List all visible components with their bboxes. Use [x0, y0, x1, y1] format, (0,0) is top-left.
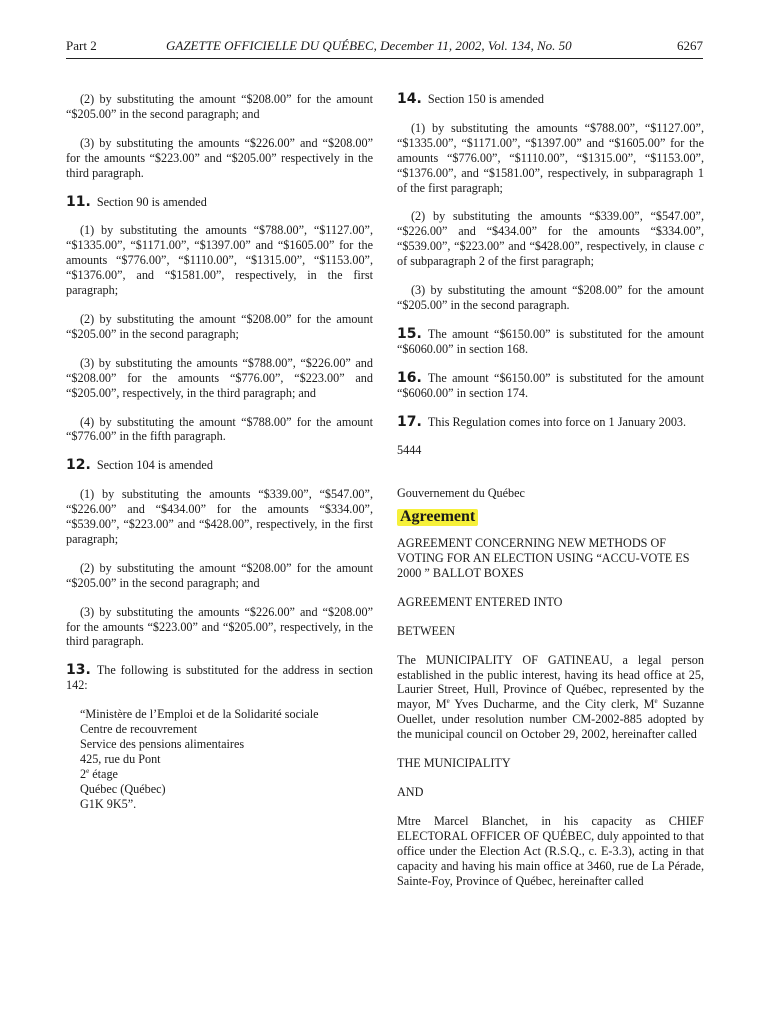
address-line: Service des pensions alimentaires [80, 737, 245, 751]
section-12-heading [66, 458, 373, 473]
address-block [80, 707, 373, 811]
section-number: 15. [397, 325, 422, 342]
paragraph: (3) by substituting the amounts “$226.00” and “$208.00” for the amounts “$223.00” and “$205.00”, respectively, in the third paragraph. [66, 604, 373, 649]
address-line: Centre de recouvrement [80, 722, 198, 737]
and-label: AND [397, 785, 424, 799]
government-line: Gouvernement du Québec [397, 486, 525, 501]
section-text: The amount “$6150.00” is substituted for the amount “$6060.00” in section 168. [397, 326, 704, 356]
agreement-heading [397, 507, 704, 536]
paragraph: (2) by substituting the amount “$208.00” for the amount “$205.00” in the second paragraph; [66, 311, 373, 341]
address-line: 425, rue du Pont [80, 751, 161, 766]
paragraph: (2) by substituting the amount “$208.00” for the amount “$205.00” in the second paragraph; and [66, 92, 373, 121]
between-label: BETWEEN [397, 623, 456, 638]
agreement-highlight: Agreement [397, 509, 478, 526]
reference-number: 5444 [397, 443, 422, 458]
section-16 [397, 371, 704, 401]
section-14-heading [397, 92, 704, 107]
blanchet-paragraph: Mtre Marcel Blanchet, in his capacity as CHIEF ELECTORAL OFFICER OF QUÉBEC, duly appointed to that office under the Election Act (R.S.Q., c. E-3.3), acting in that capacity and having his main office at 3460, rue de La Pérade, Sainte-Foy, Province of Québec, hereinafter called [397, 813, 704, 888]
left-column [66, 92, 373, 812]
gazette-title: GAZETTE OFFICIELLE DU QUÉBEC, December 11, 2002, Vol. 134, No. 50 [166, 38, 572, 53]
paragraph: (1) by substituting the amounts “$339.00”, “$547.00”, “$226.00” and “$434.00” for the amounts “$334.00”, “$539.00”, “$223.00” and “$428.00”, respectively, in the first paragraph; [66, 487, 373, 546]
paragraph: (2) by substituting the amount “$208.00” for the amount “$205.00” in the second paragraph; and [66, 560, 373, 590]
section-13-heading [66, 663, 373, 693]
paragraph: (4) by substituting the amount “$788.00” for the amount “$776.00” in the fifth paragraph. [66, 414, 373, 444]
section-text: This Regulation comes into force on 1 January 2003. [427, 414, 687, 429]
address-line: 2e étage [80, 766, 118, 781]
page-number: 6267 [677, 38, 703, 53]
right-column [397, 92, 704, 902]
section-text: The following is substituted for the address in section 142: [66, 663, 373, 693]
the-municipality: THE MUNICIPALITY [397, 756, 511, 771]
address-line: G1K 9K5”. [80, 796, 137, 811]
paragraph: (1) by substituting the amounts “$788.00”, “$1127.00”, “$1335.00”, “$1171.00”, “$1397.00” and “$1605.00” for the amounts “$776.00”, “$1110.00”, “$1315.00”, “$1153.00”, “$1376.00”, and “$1581.00”, respectively, in the first paragraph; [66, 223, 373, 298]
paragraph: (3) by substituting the amounts “$788.00”, “$226.00” and “$208.00” for the amounts “$776.00”, “$223.00” and “$205.00”, respectively, in the third paragraph; and [66, 355, 373, 400]
section-number: 14. [397, 91, 422, 107]
section-number: 11. [66, 193, 91, 210]
paragraph: (2) by substituting the amounts “$339.00”, “$547.00”, “$226.00” and “$434.00” for the amounts “$334.00”, “$539.00”, “$223.00” and “$428.00”, respectively, in clause c of subparagraph 2 of the first paragraph; [397, 209, 704, 269]
section-number: 12. [66, 457, 91, 474]
paragraph: (3) by substituting the amounts “$226.00” and “$208.00” for the amounts “$223.00” and “$205.00” respectively in the third paragraph. [66, 135, 373, 180]
section-15 [397, 327, 704, 357]
paragraph: (1) by substituting the amounts “$788.00”, “$1127.00”, “$1335.00”, “$1171.00”, “$1397.00” and “$1605.00” for the amounts “$776.00”, “$1110.00”, “$1315.00”, “$1153.00”, “$1376.00”, and “$1581.00”, respectively, in subparagraph 1 of the first paragraph; [397, 120, 704, 195]
address-line: Québec (Québec) [80, 781, 166, 796]
page-header [66, 38, 703, 59]
address-line: “Ministère de l’Emploi et de la Solidarité sociale [80, 707, 319, 722]
section-number: 13. [66, 662, 91, 679]
section-text: The amount “$6150.00” is substituted for the amount “$6060.00” in section 174. [397, 370, 704, 400]
section-text: Section 90 is amended [96, 194, 207, 209]
section-text: Section 150 is amended [427, 92, 544, 106]
section-text: Section 104 is amended [96, 458, 213, 473]
agreement-entered: AGREEMENT ENTERED INTO [397, 594, 563, 609]
municipality-paragraph: The MUNICIPALITY OF GATINEAU, a legal person established in the public interest, having its head office at 25, Laurier Street, Hull, Province of Québec, represented by the mayor, Me Yves Ducharme, and the City clerk, Me Suzanne Ouellet, under resolution number CM-2002-885 adopted by the municipal council on October 29, 2002, hereinafter called [397, 652, 704, 742]
section-number: 17. [397, 413, 422, 430]
section-number: 16. [397, 369, 422, 386]
paragraph: (3) by substituting the amount “$208.00” for the amount “$205.00” in the second paragraph. [397, 283, 704, 312]
section-17 [397, 415, 704, 430]
section-11-heading [66, 195, 373, 210]
agreement-title: AGREEMENT CONCERNING NEW METHODS OF VOTING FOR AN ELECTION USING “ACCU-VOTE ES 2000 ” BALLOT BOXES [397, 536, 690, 580]
part-label: Part 2 [66, 38, 97, 53]
